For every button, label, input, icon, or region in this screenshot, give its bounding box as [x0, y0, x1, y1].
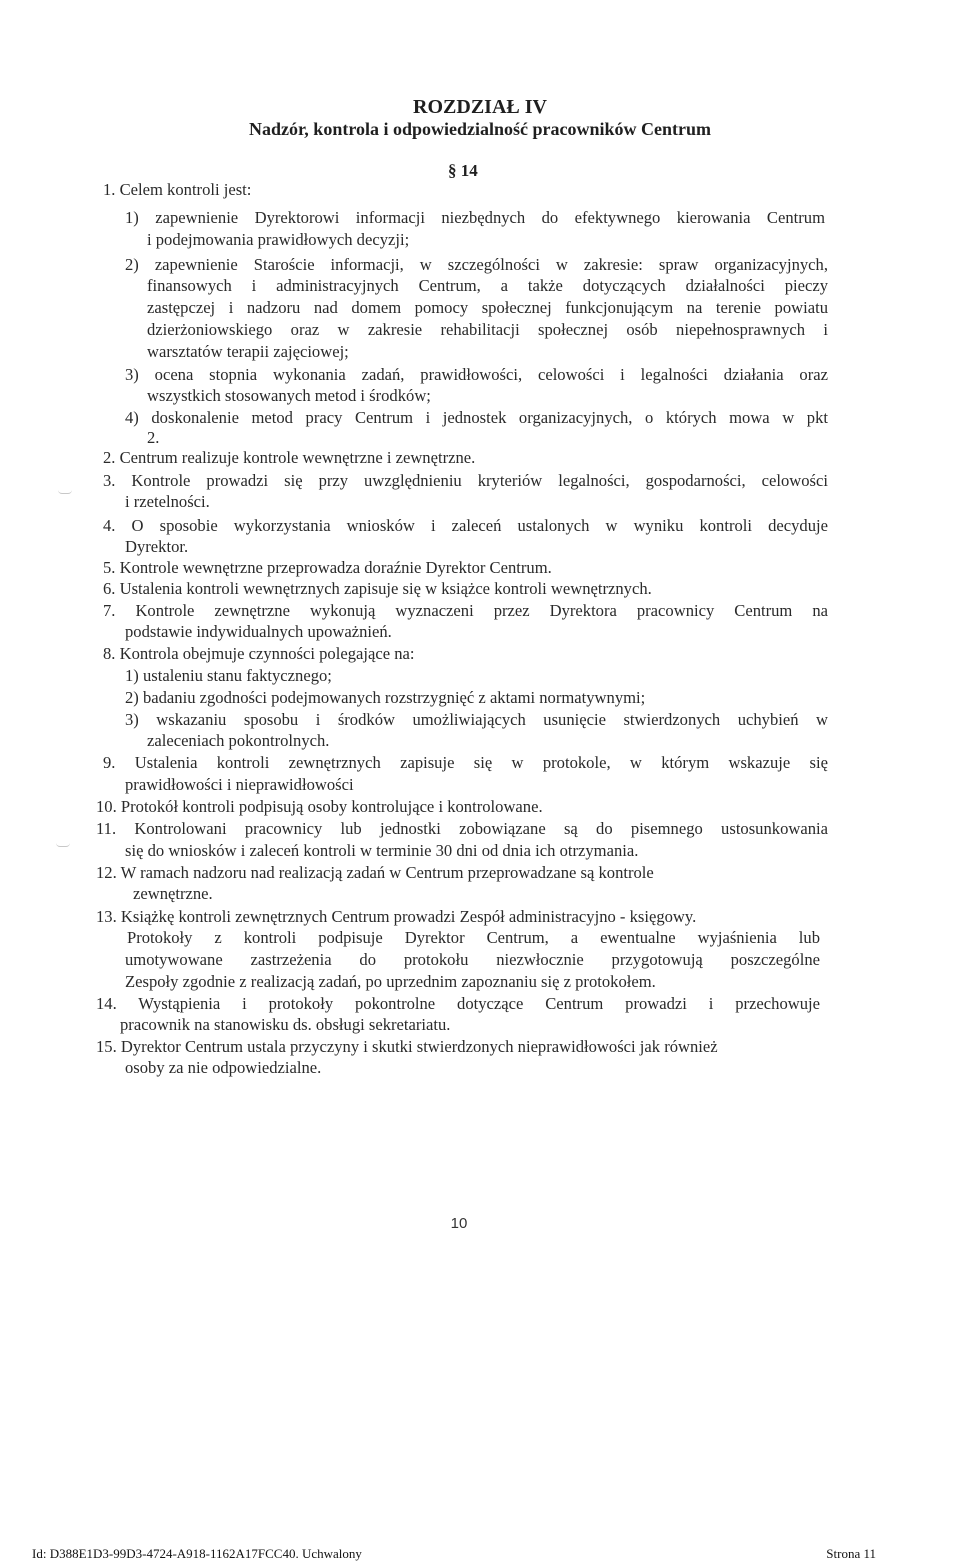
- list-item: 10. Protokół kontroli podpisują osoby kontrolujące i kontrolowane.: [96, 797, 543, 816]
- list-item: 2) badaniu zgodności podejmowanych rozstrzygnięć z aktami normatywnymi;: [125, 688, 646, 707]
- list-item-continuation: zaleceniach pokontrolnych.: [147, 731, 330, 750]
- list-item: 3. Kontrole prowadzi się przy uwzględnieniu kryteriów legalności, gospodarności, celowości: [103, 471, 828, 490]
- list-item: 4. O sposobie wykorzystania wniosków i zaleceń ustalonych w wyniku kontroli decyduje: [103, 516, 828, 535]
- page-counter-footer: Strona 11: [826, 1546, 876, 1561]
- list-item: 9. Ustalenia kontroli zewnętrznych zapisuje się w protokole, w którym wskazuje się: [103, 753, 828, 772]
- list-item: 2. Centrum realizuje kontrole wewnętrzne i zewnętrzne.: [103, 448, 476, 467]
- list-item: 5. Kontrole wewnętrzne przeprowadza doraźnie Dyrektor Centrum.: [103, 558, 552, 577]
- list-item: 1) ustaleniu stanu faktycznego;: [125, 666, 332, 685]
- list-item-continuation: i podejmowania prawidłowych decyzji;: [147, 230, 410, 249]
- list-item: 4) doskonalenie metod pracy Centrum i jednostek organizacyjnych, o których mowa w pkt: [125, 408, 828, 427]
- list-item: 1. Celem kontroli jest:: [103, 180, 252, 199]
- list-item-continuation: finansowych i administracyjnych Centrum, a także dotyczących działalności pieczy: [147, 276, 828, 295]
- list-item-continuation: pracownik na stanowisku ds. obsługi sekretariatu.: [120, 1015, 451, 1034]
- list-item-continuation: Protokoły z kontroli podpisuje Dyrektor Centrum, a ewentualne wyjaśnienia lub: [127, 928, 820, 947]
- document-id-footer: Id: D388E1D3-99D3-4724-A918-1162A17FCC40. Uchwalony: [32, 1546, 362, 1561]
- list-item: 3) wskazaniu sposobu i środków umożliwiających usunięcie stwierdzonych uchybień w: [125, 710, 828, 729]
- list-item-continuation: podstawie indywidualnych upoważnień.: [125, 622, 392, 641]
- list-item-continuation: wszystkich stosowanych metod i środków;: [147, 386, 431, 405]
- list-item: 8. Kontrola obejmuje czynności polegające na:: [103, 644, 415, 663]
- list-item: 15. Dyrektor Centrum ustala przyczyny i skutki stwierdzonych nieprawidłowości jak również: [96, 1037, 718, 1056]
- list-item-continuation: umotywowane zastrzeżenia do protokołu niezwłocznie przygotowują poszczególne: [125, 950, 820, 969]
- list-item-continuation: się do wniosków i zaleceń kontroli w terminie 30 dni od dnia ich otrzymania.: [125, 841, 639, 860]
- list-item: 11. Kontrolowani pracownicy lub jednostki zobowiązane są do pisemnego ustosunkowania: [96, 819, 828, 838]
- list-item-continuation: Dyrektor.: [125, 537, 189, 556]
- list-item-continuation: zastępczej i nadzoru nad domem pomocy społecznej funkcjonującym na terenie powiatu: [147, 298, 828, 317]
- scan-mark: [56, 843, 70, 847]
- list-item: 2) zapewnienie Staroście informacji, w szczególności w zakresie: spraw organizacyjnych,: [125, 255, 828, 274]
- list-item-continuation: 2.: [147, 428, 160, 447]
- list-item-continuation: zewnętrzne.: [133, 884, 213, 903]
- list-item: 6. Ustalenia kontroli wewnętrznych zapisuje się w książce kontroli wewnętrznych.: [103, 579, 652, 598]
- section-number: § 14: [448, 161, 478, 180]
- list-item-continuation: osoby za nie odpowiedzialne.: [125, 1058, 322, 1077]
- scan-mark: [58, 490, 72, 494]
- chapter-heading: ROZDZIAŁ IV: [413, 96, 547, 118]
- page-number: 10: [450, 1215, 468, 1232]
- list-item-continuation: Zespoły zgodnie z realizacją zadań, po uprzednim zapoznaniu się z protokołem.: [125, 972, 656, 991]
- list-item: 13. Książkę kontroli zewnętrznych Centrum prowadzi Zespół administracyjno - księgowy.: [96, 907, 697, 926]
- list-item-continuation: prawidłowości i nieprawidłowości: [125, 775, 354, 794]
- list-item-continuation: warsztatów terapii zajęciowej;: [147, 342, 349, 361]
- list-item: 14. Wystąpienia i protokoły pokontrolne dotyczące Centrum prowadzi i przechowuje: [96, 994, 820, 1013]
- chapter-subtitle: Nadzór, kontrola i odpowiedzialność pracowników Centrum: [248, 119, 712, 139]
- list-item-continuation: dzierżoniowskiego oraz w zakresie rehabilitacji społecznej osób niepełnosprawnych i: [147, 320, 828, 339]
- list-item: 3) ocena stopnia wykonania zadań, prawidłowości, celowości i legalności działania oraz: [125, 365, 828, 384]
- list-item-continuation: i rzetelności.: [125, 492, 210, 511]
- list-item: 1) zapewnienie Dyrektorowi informacji niezbędnych do efektywnego kierowania Centrum: [125, 208, 825, 227]
- list-item: 12. W ramach nadzoru nad realizacją zadań w Centrum przeprowadzane są kontrole: [96, 863, 654, 882]
- list-item: 7. Kontrole zewnętrzne wykonują wyznaczeni przez Dyrektora pracownicy Centrum na: [103, 601, 828, 620]
